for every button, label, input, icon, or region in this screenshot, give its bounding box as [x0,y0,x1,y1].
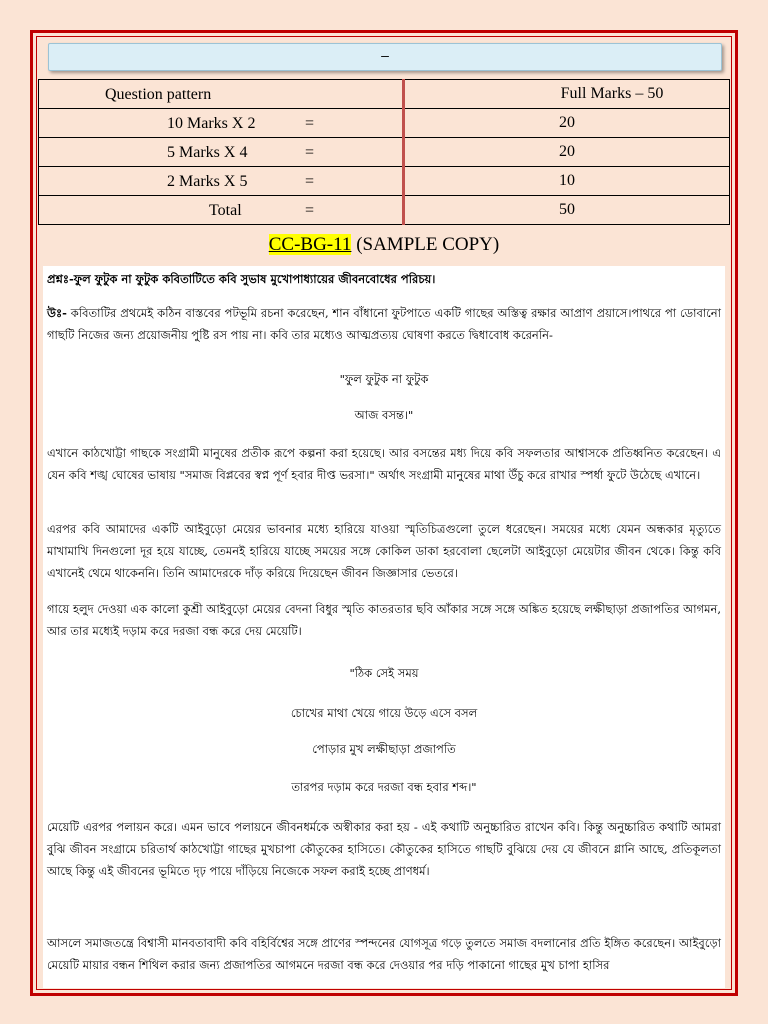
table-row [39,138,730,167]
equals-sign: = [305,115,315,132]
table-row [39,167,730,196]
total-label: Total [209,202,242,219]
marks-label: 2 Marks X 5 [167,173,248,190]
answer-text: কবিতাটির প্রথমেই কঠিন বাস্তবের পটভূমি রচনা করেছেন, শান বাঁধানো ফুটপাতে একটি গাছের অস্তিত্ব রক্ষার আপ্রাণ প্রয়াসে।পাথরে পা ডোবানো গাছটি নিজের জন্য প্রয়োজনীয় পুষ্টি রস পায় না। কবি তার মধ্যেও আত্মপ্রত্যয় ঘোষণা করতে দ্বিধাবোধ করেননি- [47,306,721,342]
document-title [0,234,768,256]
answer-content [43,266,725,988]
quote-line: চোখের মাথা খেয়ে গায়ে উড়ে এসে বসল [290,706,478,720]
equals-sign: = [305,144,315,161]
marks-label: 5 Marks X 4 [167,144,248,161]
full-marks-heading: Full Marks – 50 [560,85,664,102]
header-banner: – [48,43,722,71]
quote-line: "ফুল ফুটুক না ফুটুক [339,372,429,386]
quote-line: আজ বসন্ত।" [354,408,414,422]
equals-sign: = [305,202,315,219]
paragraph: এরপর কবি আমাদের একটি আইবুড়ো মেয়ের ভাবনার মধ্যে হারিয়ে যাওয়া স্মৃতিচিত্রগুলো তুলে ধরেছেন। সময়ের মধ্যে যেমন অন্ধকার মৃত্যুতে মাখামাখি দিনগুলো দূর হয়ে যাচ্ছে, তেমনই হারিয়ে যাচ্ছে সময়ের সঙ্গে কোকিল ডাকা হরবোলা ছেলেটা আইবুড়ো মেয়েটার জীবন থেকে। কিন্তু কবি এখানেই থেমে থাকেননি। তিনি আমাদেরকে দাঁড় করিয়ে দিয়েছেন জীবন জিজ্ঞাসার ভেতরে। [47,522,721,580]
paragraph: এখানে কাঠখোট্টা গাছকে সংগ্রামী মানুষের প্রতীক রূপে কল্পনা করা হয়েছে। আর বসন্তের মধ্য দিয়ে কবি সফলতার আশ্বাসকে প্রতিধ্বনিত করেছেন। এ যেন কবি শঙ্খ ঘোষের ভাষায় "সমাজ বিপ্লবের স্বপ্ন পূর্ণ হবার দীপ্ত ভরসা।" অর্থাৎ সংগ্রামী মানুষের মাথা উঁচু করে রাখার স্পর্ধা ফুটে উঠেছে এখানে। [47,446,721,482]
quote-line: তারপর দড়াম করে দরজা বন্ধ হবার শব্দ।" [291,780,477,794]
marks-value: 20 [559,114,575,131]
sample-copy-label: (SAMPLE COPY) [351,234,500,255]
answer-label: উঃ- [47,306,67,320]
question-text: প্রশ্নঃ-ফুল ফুটুক না ফুটুক কবিতাটিতে কবি সুভাষ মুখোপাধ্যায়ের জীবনবোধের পরিচয়। [47,272,436,286]
marks-value: 10 [559,172,575,189]
marks-table [38,79,730,225]
quote-line: পোড়ার মুখ লক্ষীছাড়া প্রজাপতি [312,742,456,756]
table-row-total [39,196,730,225]
total-value: 50 [559,201,575,218]
paragraph: মেয়েটি এরপর পলায়ন করে। এমন ভাবে পলায়নে জীবনধর্মকে অস্বীকার করা হয় - এই কথাটি অনুচ্চারিত রাখেন কবি। কিন্তু অনুচ্চারিত কথাটি আমরা বুঝি জীবন সংগ্রামে চরিতার্থ কাঠখোট্টা গাছের মুখচাপা কৌতুকের হাসিতে। কৌতুকের হাসিতে গাছটি বুঝিয়ে দেয় যে জীবনে গ্লানি আছে, প্রতিকূলতা আছে কিন্তু এই জীবনের ভূমিতে দৃঢ় পায়ে দাঁড়িয়ে নিজেকে সফল করাই হচ্ছে প্রাণধর্ম। [47,820,721,878]
paragraph: গায়ে হলুদ দেওয়া এক কালো কুশ্রী আইবুড়ো মেয়ের বেদনা বিধুর স্মৃতি কাতরতার ছবি আঁকার সঙ্গে সঙ্গে অঙ্কিত হয়েছে লক্ষীছাড়া প্রজাপতির আগমন, আর তার মধ্যেই দড়াম করে দরজা বন্ধ করে দেয় মেয়েটি। [47,602,721,638]
table-header-row [39,80,730,109]
course-code: CC-BG-11 [268,234,352,255]
equals-sign: = [305,173,315,190]
quote-line: "ঠিক সেই সময় [349,666,419,680]
paragraph: আসলে সমাজতন্ত্রে বিশ্বাসী মানবতাবাদী কবি বহির্বিশ্বের সঙ্গে প্রাণের স্পন্দনের যোগসূত্র গড়ে তুলতে সমাজ বদলানোর প্রতি ইঙ্গিত করেছেন। আইবুড়ো মেয়েটি মায়ার বন্ধন শিথিল করার জন্য প্রজাপতির আগমনে দরজা বন্ধ করে দেওয়ার পর দড়ি পাকানো গাছের মুখ চাপা হাসির [47,936,721,972]
marks-label: 10 Marks X 2 [167,115,256,132]
table-row [39,109,730,138]
marks-value: 20 [559,143,575,160]
answer-paragraph [47,302,721,346]
question-pattern-heading: Question pattern [105,86,212,103]
